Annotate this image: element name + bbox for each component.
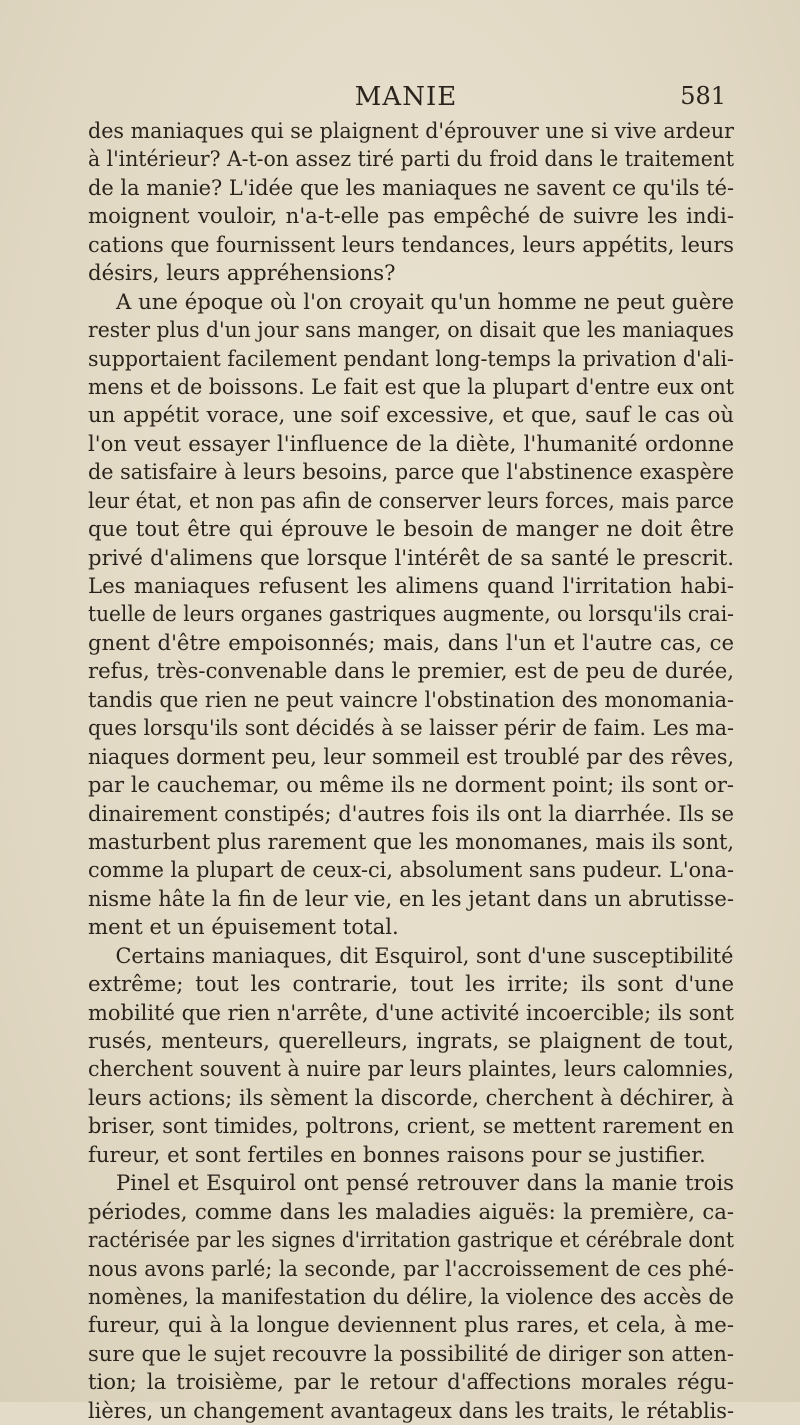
text-line: masturbent plus rarement que les monomanes, mais ils sont, — [88, 828, 735, 854]
text-line: fureur, qui à la longue deviennent plus rares, et cela, à me- — [88, 1312, 734, 1338]
text-line: lières, un changement avantageux dans les traits, le rétablis- — [88, 1397, 734, 1423]
text-line: désirs, leurs appréhensions? — [88, 260, 396, 286]
text-line: un appétit vorace, une soif excessive, et que, sauf le cas où — [88, 402, 734, 428]
text-line: briser, sont timides, poltrons, crient, se mettent rarement en — [88, 1113, 734, 1139]
text-line: tuelle de leurs organes gastriques augmente, ou lorsqu'ils crai- — [88, 601, 734, 627]
text-line: Certains maniaques, dit Esquirol, sont d'une susceptibilité — [115, 942, 734, 968]
text-line: moignent vouloir, n'a-t-elle pas empêché de suivre les indi- — [88, 203, 734, 229]
body-text — [88, 117, 734, 1425]
text-line: leur état, et non pas afin de conserver leurs forces, mais parce — [88, 487, 735, 513]
text-line: cations que fournissent leurs tendances, leurs appétits, leurs — [88, 231, 734, 257]
text-line: mens et de boissons. Le fait est que la plupart d'entre eux ont — [88, 373, 735, 399]
text-line: niaques dorment peu, leur sommeil est troublé par des rêves, — [88, 743, 735, 769]
text-line: à l'intérieur? A-t-on assez tiré parti du froid dans le traitement — [88, 146, 735, 172]
text-line: supportaient facilement pendant long-temps la privation d'ali- — [88, 345, 734, 371]
text-line: Les maniaques refusent les alimens quand l'irritation habi- — [88, 573, 734, 598]
text-line: que tout être qui éprouve le besoin de manger ne doit être — [88, 516, 734, 542]
text-line: périodes, comme dans les maladies aiguës: la première, ca- — [88, 1198, 734, 1224]
text-line: refus, très-convenable dans le premier, est de peu de durée, — [88, 658, 734, 684]
text-line: leurs actions; ils sèment la discorde, cherchent à déchirer, à — [88, 1084, 735, 1110]
text-line: ques lorsqu'ils sont décidés à se laisser périr de faim. Les ma- — [88, 715, 734, 741]
text-line: Pinel et Esquirol ont pensé retrouver dans la manie trois — [116, 1170, 734, 1196]
text-line: des maniaques qui se plaignent d'éprouver une si vive ardeur — [88, 118, 735, 143]
text-line: nous avons parlé; la seconde, par l'accroissement de ces phé- — [88, 1255, 734, 1281]
text-line: extrême; tout les contrarie, tout les irrite; ils sont d'une — [88, 971, 734, 997]
text-line: comme la plupart de ceux-ci, absolument sans pudeur. L'ona- — [88, 857, 734, 883]
page-title: MANIE — [354, 82, 458, 112]
running-head — [86, 82, 726, 116]
text-line: rusés, menteurs, querelleurs, ingrats, se plaignent de tout, — [88, 1028, 734, 1053]
text-line: mobilité que rien n'arrête, d'une activité incoercible; ils sont — [88, 999, 735, 1025]
text-line: tion; la troisième, par le retour d'affections morales régu- — [88, 1369, 734, 1395]
text-line: rester plus d'un jour sans manger, on disait que les maniaques — [88, 317, 734, 343]
text-line: ment et un épuisement total. — [88, 914, 399, 940]
text-line: par le cauchemar, ou même ils ne dorment point; ils sont or- — [88, 772, 735, 798]
text-line: nomènes, la manifestation du délire, la violence des accès de — [88, 1283, 734, 1309]
text-line: l'on veut essayer l'influence de la diète, l'humanité ordonne — [88, 430, 734, 456]
text-line: de satisfaire à leurs besoins, parce que l'abstinence exaspère — [88, 459, 735, 485]
text-line: tandis que rien ne peut vaincre l'obstination des monomania- — [88, 686, 735, 712]
text-line: A une époque où l'on croyait qu'un homme ne peut guère — [116, 288, 734, 314]
text-line: dinairement constipés; d'autres fois ils ont la diarrhée. Ils se — [88, 800, 734, 826]
text-line: fureur, et sont fertiles en bonnes raisons pour se justifier. — [88, 1141, 706, 1167]
text-line: de la manie? L'idée que les maniaques ne savent ce qu'ils té- — [88, 174, 735, 200]
text-line: privé d'alimens que lorsque l'intérêt de sa santé le prescrit. — [88, 544, 734, 570]
text-line: ractérisée par les signes d'irritation gastrique et cérébrale dont — [88, 1227, 734, 1253]
text-line: nisme hâte la fin de leur vie, en les jetant dans un abrutisse- — [88, 885, 735, 911]
text-line: gnent d'être empoisonnés; mais, dans l'un et l'autre cas, ce — [88, 629, 734, 655]
text-line: sure que le sujet recouvre la possibilité de diriger son atten- — [88, 1340, 735, 1366]
text-line: cherchent souvent à nuire par leurs plaintes, leurs calomnies, — [88, 1056, 734, 1082]
page-number: 581 — [680, 82, 726, 110]
